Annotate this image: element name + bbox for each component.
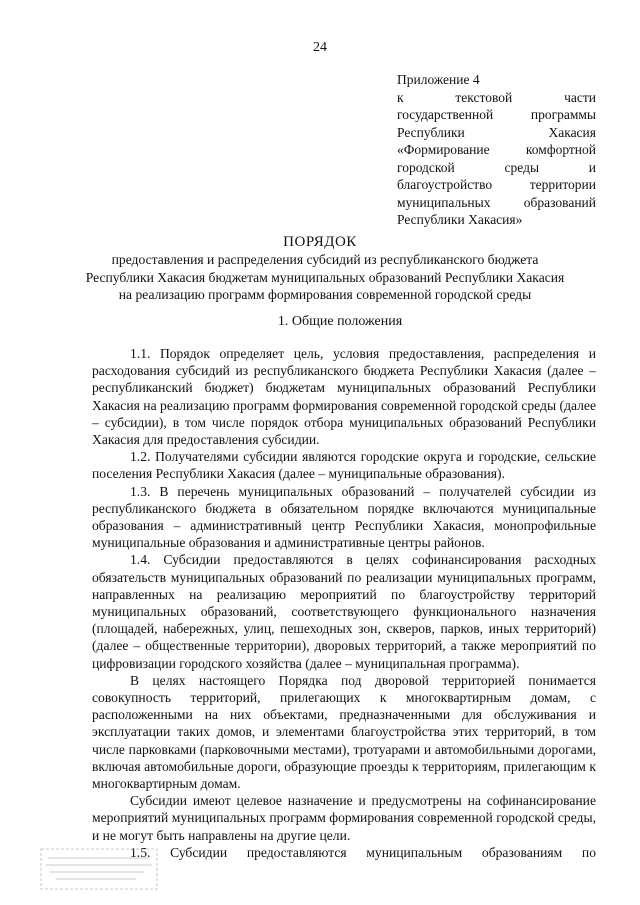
document-subtitle: предоставления и распределения субсидий из республиканского бюджета Республики Хакасия бюджетам муниципальных образований Республики Хакасия на реализацию программ формирования современной городской среды <box>85 252 565 302</box>
appendix-line: благоустройство территории <box>397 177 596 192</box>
appendix-line: городской среды и <box>397 159 596 175</box>
appendix-block <box>397 71 596 229</box>
document-body <box>92 345 596 861</box>
appendix-line: Республики Хакасия <box>397 124 596 140</box>
paragraph: 1.5. Субсидии предоставляются муниципальным образованиям по <box>130 844 596 860</box>
paragraph: 1.2. Получателями субсидии являются городские округа и городские, сельские поселения Республики Хакасия (далее – муниципальные образования). <box>92 449 596 482</box>
paragraph: 1.1. Порядок определяет цель, условия предоставления, распределения и расходования субсидий из республиканского бюджета Республики Хакасия (далее – республиканский бюджет) бюджетам муниципальных образований Республики Хакасия на реализацию программ формирования современной городской среды (далее – субсидии), в том числе порядок отбора муниципальных образований Республики Хакасия для предоставления субсидии. <box>92 346 596 448</box>
appendix-line: Приложение 4 <box>397 72 480 87</box>
page-number: 24 <box>313 40 327 55</box>
appendix-line: государственной программы <box>397 107 596 122</box>
faded-stamp-icon <box>40 848 158 890</box>
paragraph: Субсидии имеют целевое назначение и предусмотрены на софинансирование мероприятий муниципальных программ формирования современной городской среды, и не могут быть направлены на другие цели. <box>92 793 596 843</box>
paragraph: 1.4. Субсидии предоставляются в целях софинансирования расходных обязательств муниципальных образований по реализации муниципальных программ, направленных на реализацию мероприятий по благоустройству территорий муниципальных образований, соответствующего функционального назначения (площадей, набережных, улиц, пешеходных зон, скверов, парков, иных территорий) (далее – общественные территории), дворовых территорий, а также мероприятий по цифровизации городского хозяйства (далее – муниципальная программа). <box>92 552 596 671</box>
document-title: ПОРЯДОК <box>283 234 357 250</box>
appendix-line: муниципальных образований <box>397 194 596 210</box>
appendix-line: «Формирование комфортной <box>397 142 596 157</box>
appendix-line: к текстовой части <box>397 89 596 105</box>
paragraph: 1.3. В перечень муниципальных образований – получателей субсидии из республиканского бюджета в обязательном порядке включаются муниципальные образования – административный центр Республики Хакасия, монопрофильные муниципальные образования и административные центры районов. <box>92 483 596 551</box>
section-heading: 1. Общие положения <box>277 314 403 329</box>
appendix-line: Республики Хакасия» <box>397 212 523 227</box>
paragraph: В целях настоящего Порядка под дворовой территорией понимается совокупность территорий, прилегающих к многоквартирным домам, с расположенными на них объектами, предназначенными для обслуживания и эксплуатации таких домов, и элементами благоустройства этих территорий, в том числе парковками (парковочными местами), тротуарами и автомобильными дорогами, включая автомобильные дороги, образующие проезды к территориям, прилегающим к многоквартирным домам. <box>92 672 596 792</box>
